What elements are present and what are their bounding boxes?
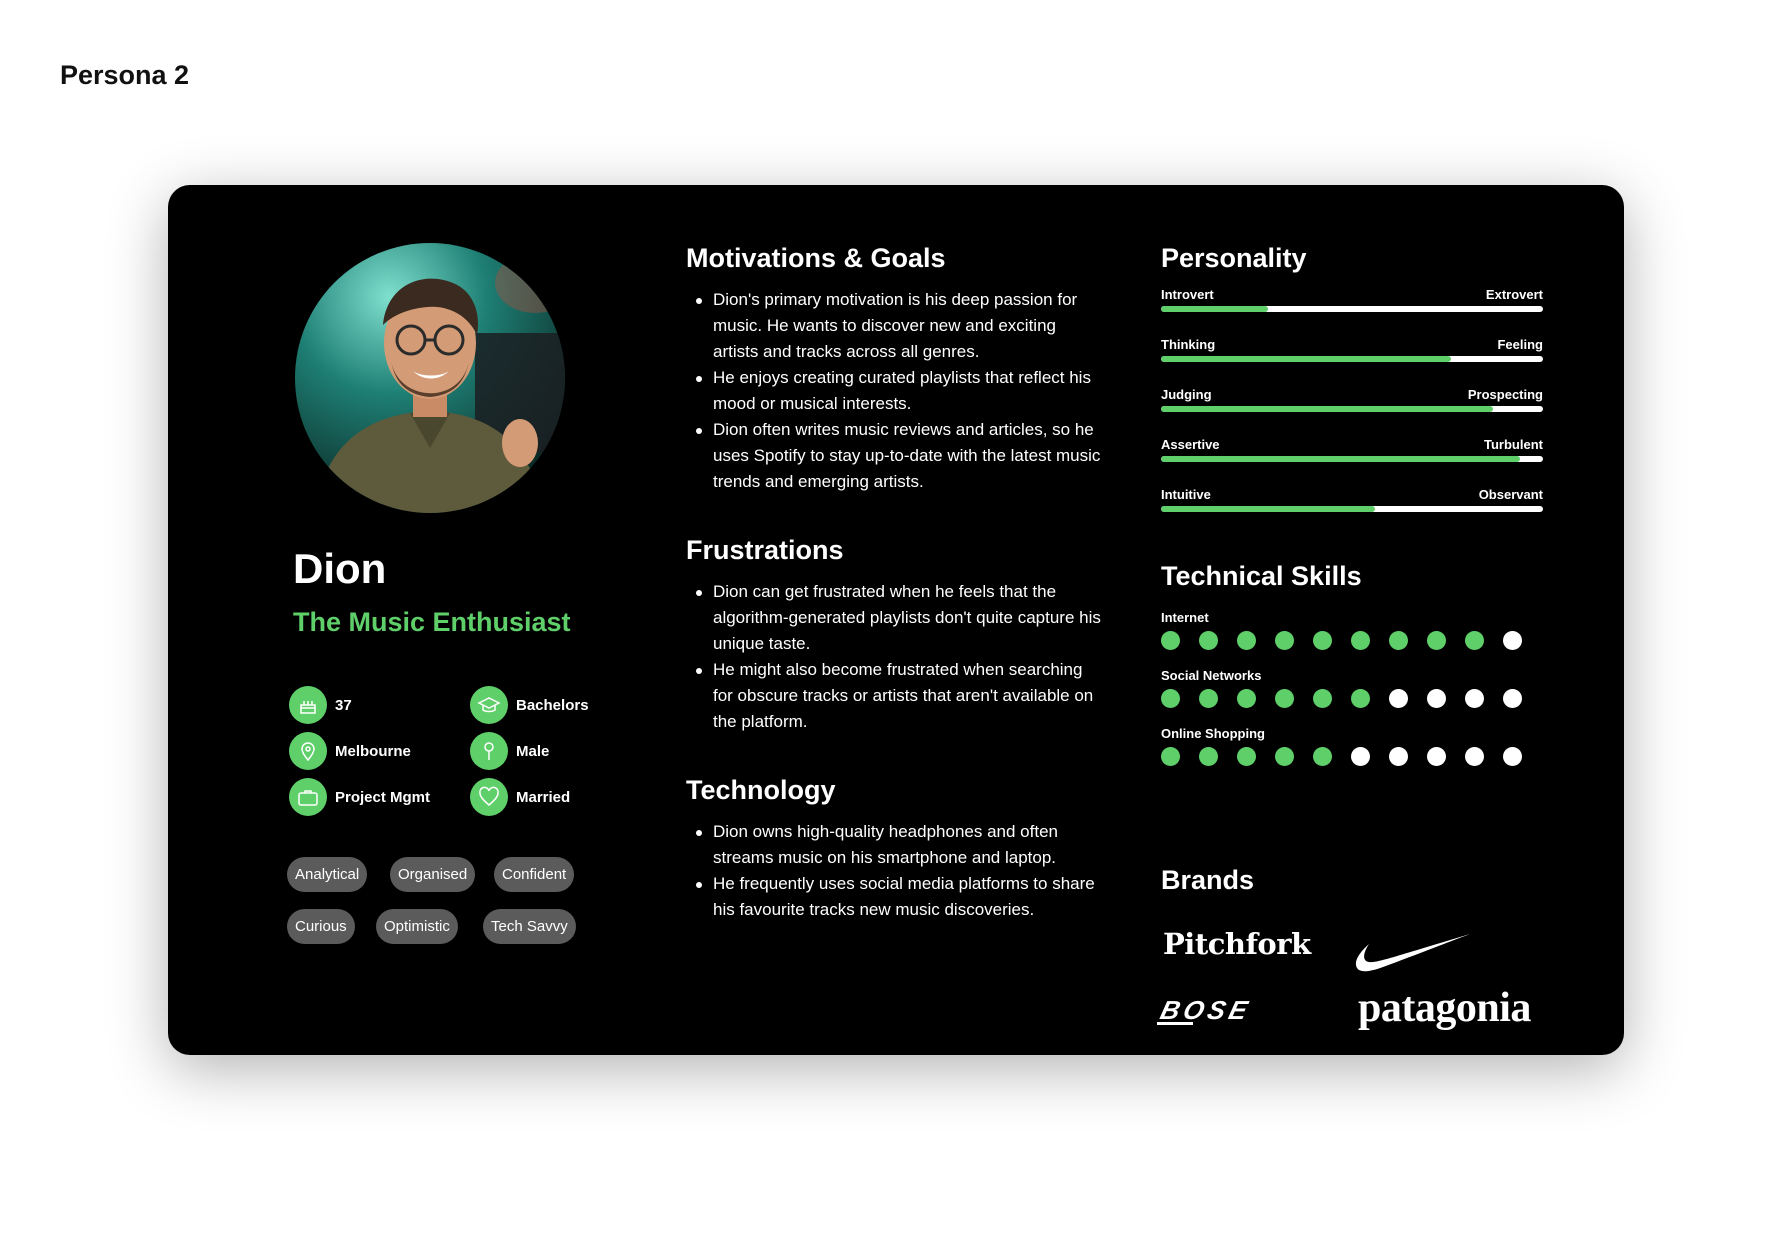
personality-scale [1161, 287, 1543, 327]
skill-dot-empty [1351, 747, 1370, 766]
heart-icon [470, 778, 508, 816]
location-pin-icon [289, 732, 327, 770]
fact-age-label: 37 [335, 696, 352, 714]
skill-dot-empty [1427, 747, 1446, 766]
trait-chip: Confident [494, 857, 574, 892]
skill-dot-filled [1351, 689, 1370, 708]
list-item: Dion can get frustrated when he feels that the algorithm-generated playlists don't quite capture his unique taste. [686, 579, 1106, 657]
skill-dot-filled [1313, 631, 1332, 650]
skill-dot-empty [1503, 689, 1522, 708]
fact-education [470, 686, 589, 724]
fact-location-label: Melbourne [335, 742, 411, 760]
skill-dot-filled [1275, 689, 1294, 708]
skill-dot-filled [1275, 631, 1294, 650]
skill-dot-filled [1161, 747, 1180, 766]
frustrations-list [686, 579, 1106, 735]
scale-left-label: Thinking [1161, 337, 1216, 352]
portrait-illustration [295, 243, 565, 513]
persona-photo [295, 243, 565, 513]
scale-right-label: Prospecting [1467, 387, 1543, 402]
brand-logo-nike [1353, 931, 1473, 977]
skill-dot-filled [1161, 631, 1180, 650]
scale-fill [1161, 456, 1520, 462]
skill-dot-filled [1313, 747, 1332, 766]
fact-marital-status-label: Married [516, 788, 571, 806]
frustrations-title: Frustrations [686, 535, 844, 565]
brand-logo-patagonia: patagonia [1358, 985, 1531, 1031]
technology-list [686, 819, 1106, 923]
birthday-cake-icon [289, 686, 327, 724]
fact-location [289, 732, 411, 770]
skill-dot-filled [1389, 631, 1408, 650]
list-item: Dion often writes music reviews and articles, so he uses Spotify to stay up-to-date with the latest music trends and emerging artists. [686, 417, 1106, 495]
scale-left-label: Assertive [1161, 437, 1220, 452]
skill-dot-empty [1389, 689, 1408, 708]
personality-scale [1161, 337, 1543, 377]
skill-dot-filled [1237, 631, 1256, 650]
trait-chip: Analytical [287, 857, 367, 892]
personality-title: Personality [1161, 243, 1307, 273]
scale-fill [1161, 406, 1493, 412]
skill-dot-filled [1427, 631, 1446, 650]
skill-label: Online Shopping [1161, 726, 1265, 741]
skill-dot-filled [1275, 747, 1294, 766]
scale-right-label: Observant [1478, 487, 1543, 502]
fact-gender [470, 732, 549, 770]
fact-gender-label: Male [516, 742, 550, 760]
fact-occupation [289, 778, 430, 816]
list-item: Dion owns high-quality headphones and often streams music on his smartphone and laptop. [686, 819, 1106, 871]
list-item: He frequently uses social media platforms to share his favourite tracks new music discoveries. [686, 871, 1106, 923]
persona-traits [287, 857, 627, 957]
briefcase-icon [289, 778, 327, 816]
scale-track [1161, 406, 1543, 412]
motivations-title: Motivations & Goals [686, 243, 946, 273]
fact-age [289, 686, 352, 724]
page-title: Persona 2 [60, 60, 190, 90]
list-item: He might also become frustrated when searching for obscure tracks or artists that aren't available on the platform. [686, 657, 1106, 735]
fact-occupation-label: Project Mgmt [335, 788, 431, 806]
scale-track [1161, 456, 1543, 462]
fact-marital-status [470, 778, 570, 816]
persona-name: Dion [293, 545, 387, 592]
graduation-cap-icon [470, 686, 508, 724]
scale-right-label: Feeling [1497, 337, 1543, 352]
fact-education-label: Bachelors [516, 696, 589, 714]
scale-fill [1161, 356, 1451, 362]
skill-dot-empty [1427, 689, 1446, 708]
scale-right-label: Extrovert [1485, 287, 1543, 302]
skill-dot-filled [1199, 747, 1218, 766]
skill-dot-filled [1237, 689, 1256, 708]
scale-track [1161, 306, 1543, 312]
skill-label: Internet [1161, 610, 1209, 625]
scale-fill [1161, 506, 1375, 512]
scale-track [1161, 506, 1543, 512]
scale-fill [1161, 306, 1268, 312]
skill-dot-filled [1237, 747, 1256, 766]
skill-row [1161, 668, 1561, 718]
gender-male-icon [470, 732, 508, 770]
scale-track [1161, 356, 1543, 362]
scale-left-label: Introvert [1161, 287, 1214, 302]
personality-scale [1161, 437, 1543, 477]
scale-left-label: Judging [1161, 387, 1212, 402]
persona-facts [289, 686, 609, 836]
skill-dot-filled [1351, 631, 1370, 650]
trait-chip: Organised [390, 857, 475, 892]
skill-dot-empty [1465, 689, 1484, 708]
personality-scale [1161, 487, 1543, 527]
persona-card [168, 185, 1624, 1055]
skill-dot-filled [1313, 689, 1332, 708]
skill-dot-filled [1199, 689, 1218, 708]
skill-dot-empty [1503, 747, 1522, 766]
scale-left-label: Intuitive [1161, 487, 1211, 502]
skill-dot-filled [1465, 631, 1484, 650]
brand-logo-pitchfork: Pitchfork [1163, 927, 1311, 961]
trait-chip: Curious [287, 909, 355, 944]
skill-label: Social Networks [1161, 668, 1262, 683]
technical-skills-title: Technical Skills [1161, 561, 1362, 591]
technology-title: Technology [686, 775, 836, 805]
list-item: He enjoys creating curated playlists that reflect his mood or musical interests. [686, 365, 1106, 417]
skill-dot-filled [1161, 689, 1180, 708]
trait-chip: Tech Savvy [483, 909, 576, 944]
trait-chip: Optimistic [376, 909, 458, 944]
persona-role: The Music Enthusiast [293, 607, 571, 637]
motivations-list [686, 287, 1106, 495]
scale-right-label: Turbulent [1484, 437, 1543, 452]
skill-dot-empty [1503, 631, 1522, 650]
skill-dot-empty [1465, 747, 1484, 766]
list-item: Dion's primary motivation is his deep passion for music. He wants to discover new and exciting artists and tracks across all genres. [686, 287, 1106, 365]
brands-title: Brands [1161, 865, 1255, 895]
skill-row [1161, 726, 1561, 776]
brand-logo-bose: BOSE [1157, 995, 1255, 1025]
skill-dot-empty [1389, 747, 1408, 766]
skill-row [1161, 610, 1561, 660]
skill-dot-filled [1199, 631, 1218, 650]
personality-scale [1161, 387, 1543, 427]
